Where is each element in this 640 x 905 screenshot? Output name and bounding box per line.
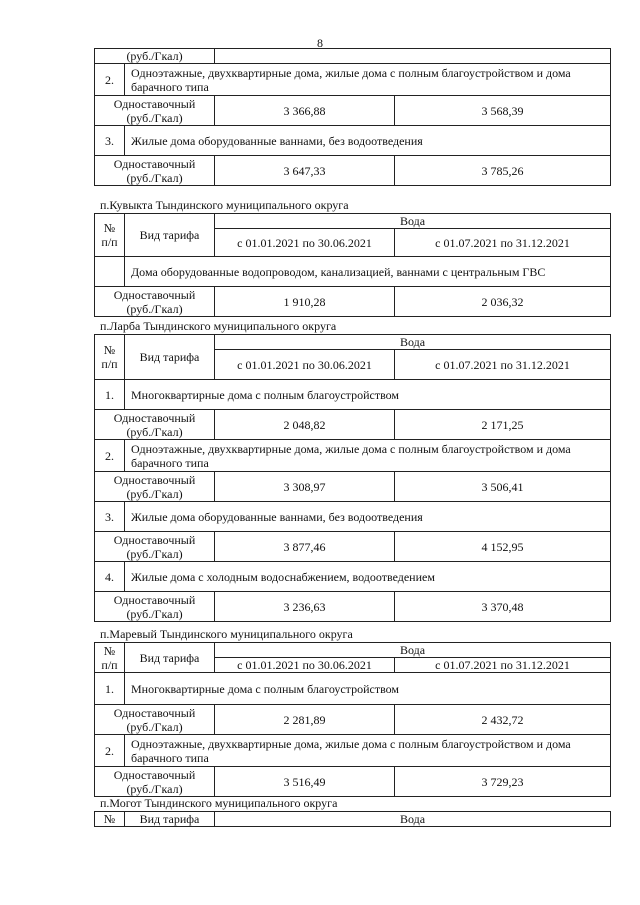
value-period-1: 3 366,88	[215, 96, 395, 126]
row-description: Дома оборудованные водопроводом, канализацией, ваннами с центральным ГВС	[125, 257, 611, 287]
row-description: Жилые дома оборудованные ваннами, без водоотведения	[125, 126, 611, 156]
tariff-type: Одноставочный (руб./Гкал)	[95, 767, 215, 797]
tariff-type: Одноставочный (руб./Гкал)	[95, 705, 215, 735]
top-fragment-table	[94, 48, 611, 186]
value-period-1: 3 877,46	[215, 532, 395, 562]
tariff-type: Одноставочный (руб./Гкал)	[95, 532, 215, 562]
row-description: Жилые дома с холодным водоснабжением, водоотведением	[125, 562, 611, 592]
mareviy-table	[94, 642, 611, 797]
tariff-type: Одноставочный (руб./Гкал)	[95, 287, 215, 317]
value-period-1: 3 647,33	[215, 156, 395, 186]
header-tariff-type: Вид тарифа	[125, 214, 215, 257]
row-number: 2.	[95, 735, 125, 767]
tariff-type: Одноставочный (руб./Гкал)	[95, 592, 215, 622]
value-period-1: 3 308,97	[215, 472, 395, 502]
value-period-1: 3 516,49	[215, 767, 395, 797]
tariff-type: Одноставочный (руб./Гкал)	[95, 156, 215, 186]
row-description: Многоквартирные дома с полным благоустройством	[125, 380, 611, 410]
value-period-2: 3 785,26	[395, 156, 611, 186]
value-period-2: 3 729,23	[395, 767, 611, 797]
page-number: 8	[317, 36, 323, 50]
header-water: Вода	[215, 335, 611, 350]
tariff-type: Одноставочный (руб./Гкал)	[95, 472, 215, 502]
row-description: Одноэтажные, двухквартирные дома, жилые дома с полным благоустройством и дома барачного типа	[125, 735, 611, 767]
value-period-2: 3 370,48	[395, 592, 611, 622]
tariff-type: Одноставочный (руб./Гкал)	[95, 410, 215, 440]
row-number: 1.	[95, 380, 125, 410]
row-number: 4.	[95, 562, 125, 592]
value-period-1: 2 048,82	[215, 410, 395, 440]
region-title-mogot: п.Могот Тындинского муниципального округа	[100, 796, 338, 810]
row-number: 1.	[95, 673, 125, 705]
larba-table	[94, 334, 611, 622]
row-number: 2.	[95, 64, 125, 96]
value-period-1: 2 281,89	[215, 705, 395, 735]
region-title-larba: п.Ларба Тындинского муниципального округа	[100, 319, 337, 333]
row-description: Жилые дома оборудованные ваннами, без водоотведения	[125, 502, 611, 532]
header-period-1: с 01.01.2021 по 30.06.2021	[215, 229, 395, 257]
mogot-table	[94, 811, 611, 827]
header-period-2: с 01.07.2021 по 31.12.2021	[395, 229, 611, 257]
value-period-2: 4 152,95	[395, 532, 611, 562]
value-period-1: 3 236,63	[215, 592, 395, 622]
row-description: Многоквартирные дома с полным благоустройством	[125, 673, 611, 705]
header-number: №	[95, 812, 125, 827]
row-number: 3.	[95, 502, 125, 532]
value-period-2: 2 171,25	[395, 410, 611, 440]
header-number: № п/п	[95, 214, 125, 257]
header-tariff-type: Вид тарифа	[125, 643, 215, 673]
value-period-2: 2 036,32	[395, 287, 611, 317]
header-period-2: с 01.07.2021 по 31.12.2021	[395, 658, 611, 673]
value-period-2: 3 568,39	[395, 96, 611, 126]
header-water: Вода	[215, 812, 611, 827]
row-number: 2.	[95, 440, 125, 472]
header-period-2: с 01.07.2021 по 31.12.2021	[395, 350, 611, 380]
tariff-type: Одноставочный (руб./Гкал)	[95, 96, 215, 126]
header-period-1: с 01.01.2021 по 30.06.2021	[215, 658, 395, 673]
region-title-mareviy: п.Маревый Тындинского муниципального округа	[100, 627, 353, 641]
header-water: Вода	[215, 643, 611, 658]
row-number: 3.	[95, 126, 125, 156]
header-tariff-type: Вид тарифа	[125, 812, 215, 827]
header-water: Вода	[215, 214, 611, 229]
header-tariff-type: Вид тарифа	[125, 335, 215, 380]
row-description: Одноэтажные, двухквартирные дома, жилые дома с полным благоустройством и дома барачного типа	[125, 64, 611, 96]
kuvykta-table	[94, 213, 611, 317]
header-number: № п/п	[95, 643, 125, 673]
header-period-1: с 01.01.2021 по 30.06.2021	[215, 350, 395, 380]
value-period-2: 2 432,72	[395, 705, 611, 735]
row-description: Одноэтажные, двухквартирные дома, жилые дома с полным благоустройством и дома барачного типа	[125, 440, 611, 472]
header-number: № п/п	[95, 335, 125, 380]
value-period-1: 1 910,28	[215, 287, 395, 317]
tariff-label-continued: (руб./Гкал)	[95, 49, 215, 64]
region-title-kuvykta: п.Кувыкта Тындинского муниципального округа	[100, 198, 349, 212]
value-period-2: 3 506,41	[395, 472, 611, 502]
